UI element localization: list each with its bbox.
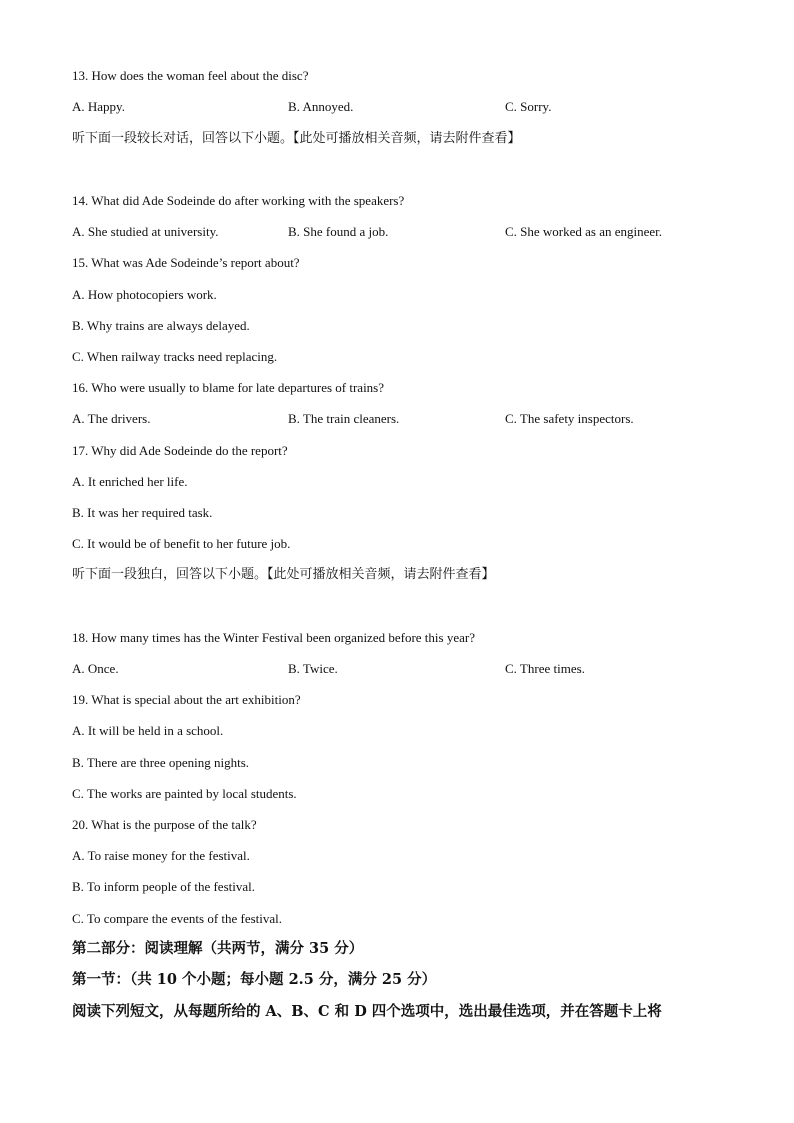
option-18-c: C. Three times. <box>505 661 585 676</box>
option-13-c: C. Sorry. <box>505 99 552 114</box>
question-20: 20. What is the purpose of the talk? <box>72 817 257 832</box>
question-16: 16. Who were usually to blame for late departures of trains? <box>72 380 385 395</box>
option-14-c: C. She worked as an engineer. <box>505 224 663 239</box>
question-15: 15. What was Ade Sodeinde’s report about? <box>72 255 300 270</box>
option-14-a: A. She studied at university. <box>72 224 219 239</box>
option-19-c: C. The works are painted by local students. <box>72 786 297 801</box>
option-20-c: C. To compare the events of the festival. <box>72 911 283 926</box>
options-13 <box>72 99 752 115</box>
option-16-a: A. The drivers. <box>72 411 151 426</box>
instruction-long-dialogue: 听下面一段较长对话，回答以下小题。【此处可播放相关音频，请去附件查看】 <box>72 131 521 146</box>
option-15-c: C. When railway tracks need replacing. <box>72 349 278 364</box>
option-18-a: A. Once. <box>72 661 119 676</box>
options-16 <box>72 411 752 427</box>
option-17-b: B. It was her required task. <box>72 505 213 520</box>
option-19-b: B. There are three opening nights. <box>72 755 250 770</box>
option-16-b: B. The train cleaners. <box>288 411 400 426</box>
option-15-b: B. Why trains are always delayed. <box>72 318 250 333</box>
question-17: 17. Why did Ade Sodeinde do the report? <box>72 443 288 458</box>
option-15-a: A. How photocopiers work. <box>72 287 217 302</box>
section1-instruction: 阅读下列短文，从每题所给的 A、B、C 和 D 四个选项中，选出最佳选项，并在答题卡上将 <box>72 1003 662 1020</box>
option-17-a: A. It enriched her life. <box>72 474 188 489</box>
question-19: 19. What is special about the art exhibition? <box>72 692 301 707</box>
options-14 <box>72 224 752 240</box>
option-19-a: A. It will be held in a school. <box>72 723 224 738</box>
part2-title: 第二部分：阅读理解（共两节，满分 35 分） <box>72 940 364 957</box>
option-20-b: B. To inform people of the festival. <box>72 879 255 894</box>
option-16-c: C. The safety inspectors. <box>505 411 634 426</box>
option-18-b: B. Twice. <box>288 661 338 676</box>
options-18 <box>72 661 752 677</box>
option-14-b: B. She found a job. <box>288 224 389 239</box>
option-13-a: A. Happy. <box>72 99 125 114</box>
question-18: 18. How many times has the Winter Festival been organized before this year? <box>72 630 475 645</box>
instruction-monologue: 听下面一段独白，回答以下小题。【此处可播放相关音频，请去附件查看】 <box>72 567 495 582</box>
question-13: 13. How does the woman feel about the disc? <box>72 68 309 83</box>
question-14: 14. What did Ade Sodeinde do after working with the speakers? <box>72 193 405 208</box>
option-20-a: A. To raise money for the festival. <box>72 848 250 863</box>
section1-title: 第一节：（共 10 个小题；每小题 2.5 分，满分 25 分） <box>72 971 437 988</box>
option-13-b: B. Annoyed. <box>288 99 354 114</box>
option-17-c: C. It would be of benefit to her future job. <box>72 536 291 551</box>
